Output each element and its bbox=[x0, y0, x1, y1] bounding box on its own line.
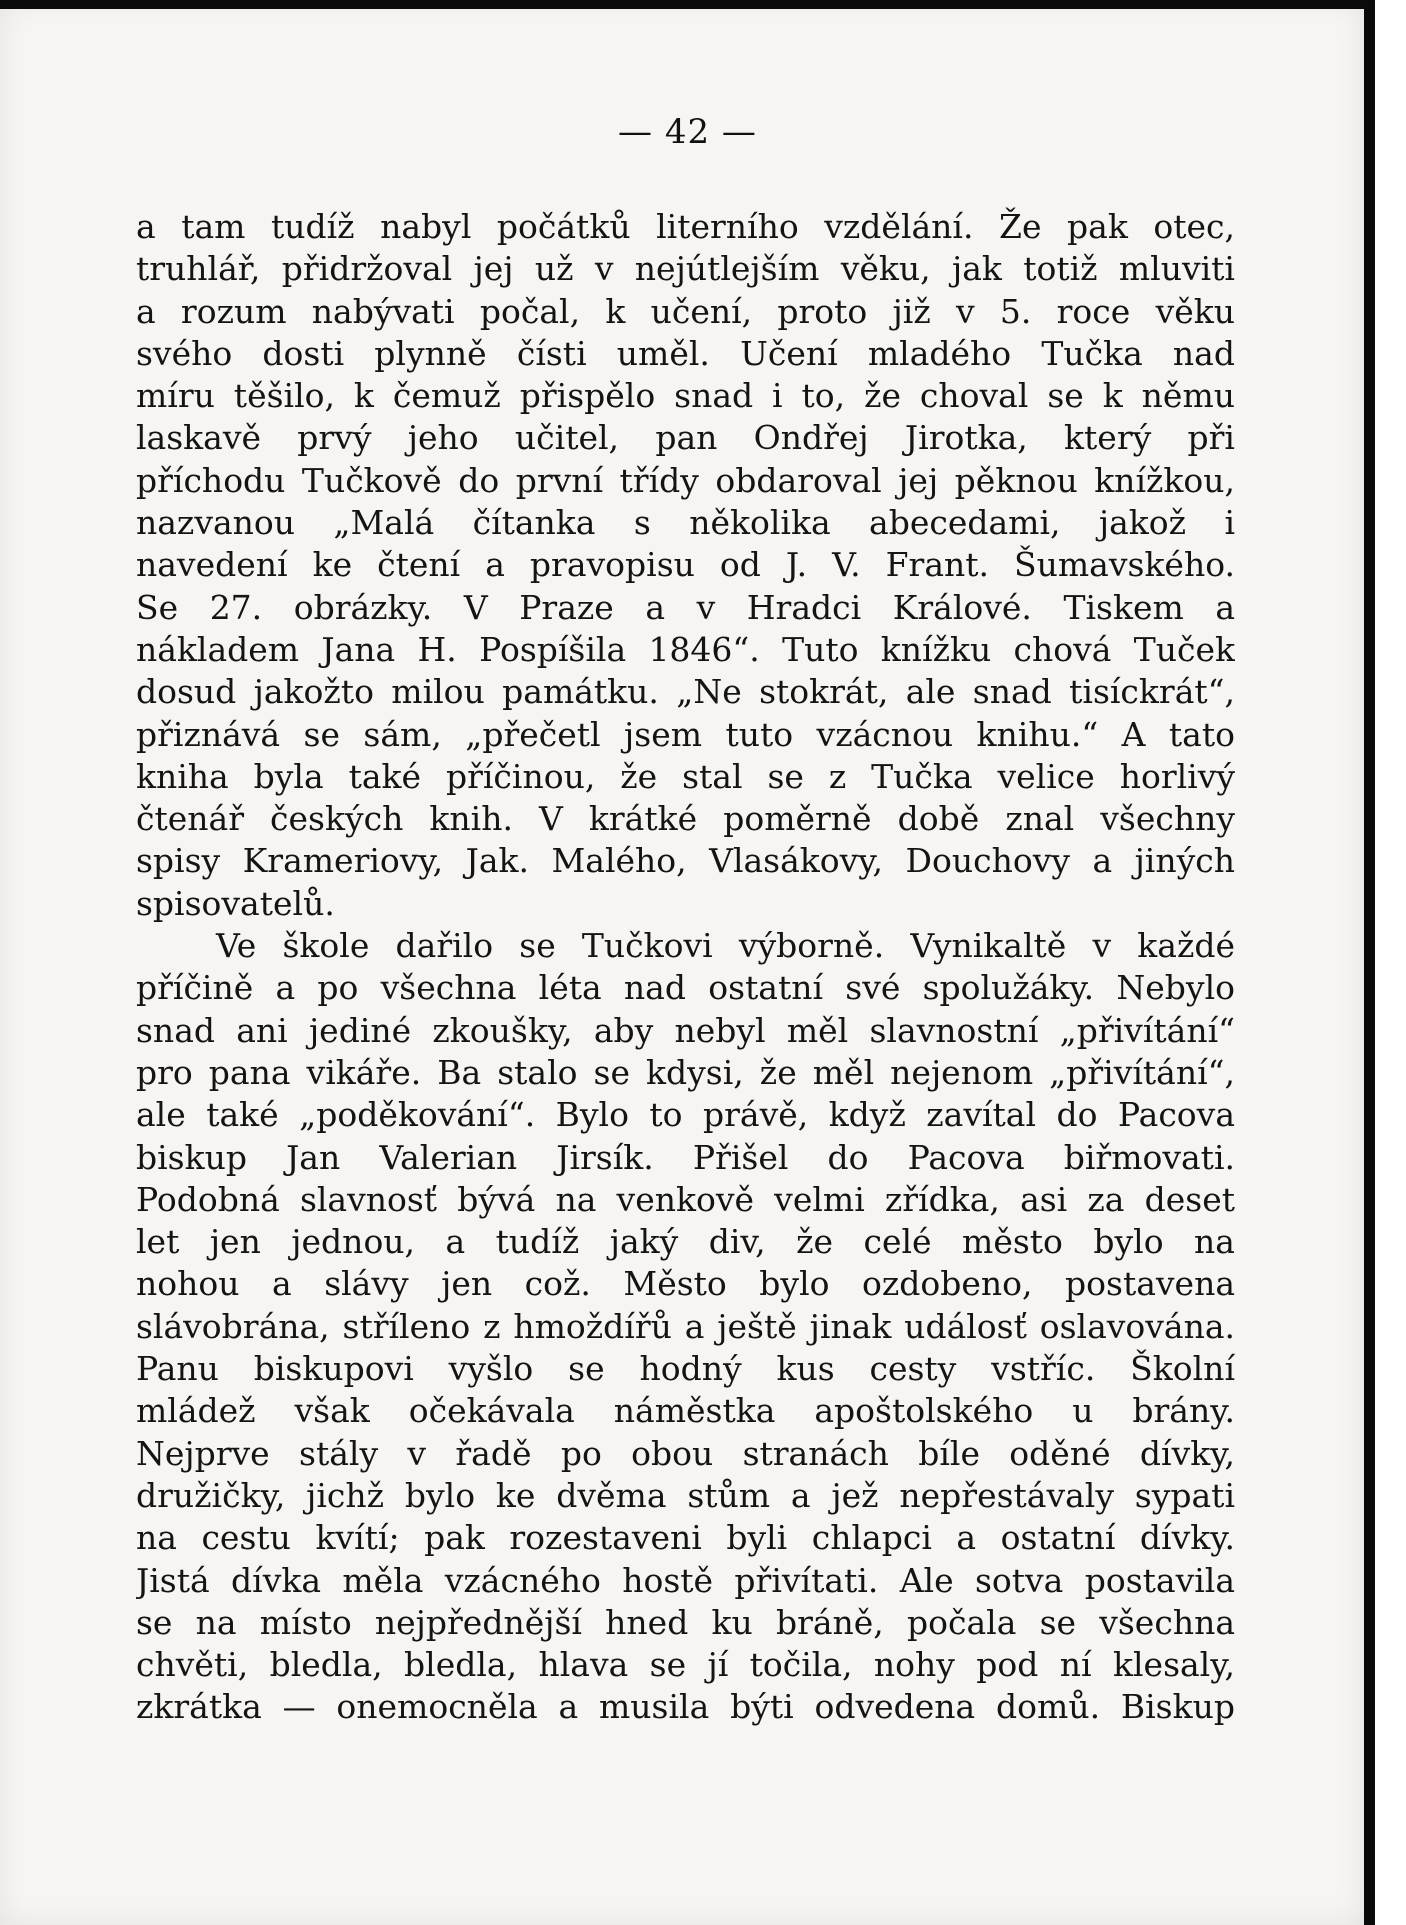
text-line: Jistá dívka měla vzácného hostě přivítati. Ale sotva postavila bbox=[136, 1560, 1235, 1600]
text-line: se na místo nejpřednější hned ku bráně, počala se všechna bbox=[136, 1602, 1235, 1642]
paragraph-start-line: Ve škole dařilo se Tučkovi výborně. Vynikaltě v každé bbox=[216, 926, 1235, 966]
text-line: a rozum nabývati počal, k učení, proto již v 5. roce věku bbox=[136, 291, 1235, 331]
text-line: let jen jednou, a tudíž jaký div, že celé město bylo na bbox=[136, 1222, 1235, 1262]
text-line: spisy Krameriovy, Jak. Malého, Vlasákovy, Douchovy a jiných bbox=[136, 841, 1235, 881]
page-number: — 42 — bbox=[618, 112, 757, 152]
text-line: přiznává se sám, „přečetl jsem tuto vzácnou knihu.“ A tato bbox=[136, 714, 1235, 754]
text-line: navedení ke čtení a pravopisu od J. V. Frant. Šumavského. bbox=[136, 545, 1235, 585]
text-line: příchodu Tučkově do první třídy obdaroval jej pěknou knížkou, bbox=[136, 460, 1235, 500]
text-line: truhlář, přidržoval jej už v nejútlejším věku, jak totiž mluviti bbox=[136, 249, 1235, 289]
text-line: nazvanou „Malá čítanka s několika abecedami, jakož i bbox=[136, 503, 1235, 543]
paragraph-end-line: spisovatelů. bbox=[136, 883, 335, 923]
text-line: Podobná slavnosť bývá na venkově velmi zřídka, asi za deset bbox=[136, 1179, 1235, 1219]
text-line: příčině a po všechna léta nad ostatní své spolužáky. Nebylo bbox=[136, 968, 1235, 1008]
text-line: nákladem Jana H. Pospíšila 1846“. Tuto knížku chová Tuček bbox=[136, 629, 1235, 669]
text-line: Nejprve stály v řadě po obou stranách bíle oděné dívky, bbox=[136, 1433, 1235, 1473]
text-line: snad ani jediné zkoušky, aby nebyl měl slavnostní „přivítání“ bbox=[136, 1010, 1235, 1050]
text-line: nohou a slávy jen což. Město bylo ozdobeno, postavena bbox=[136, 1264, 1235, 1304]
text-line: kniha byla také příčinou, že stal se z Tučka velice horlivý bbox=[136, 756, 1235, 796]
text-line: čtenář českých knih. V krátké poměrně době znal všechny bbox=[136, 799, 1235, 839]
text-line: Panu biskupovi vyšlo se hodný kus cesty vstříc. Školní bbox=[136, 1349, 1235, 1389]
text-line: na cestu kvítí; pak rozestaveni byli chlapci a ostatní dívky. bbox=[136, 1518, 1235, 1558]
text-line: slávobrána, stříleno z hmoždířů a ještě jinak událosť oslavována. bbox=[136, 1306, 1235, 1346]
body-text bbox=[136, 206, 1235, 1729]
text-line: ale také „poděkování“. Bylo to právě, když zavítal do Pacova bbox=[136, 1095, 1235, 1135]
text-line: mládež však očekávala náměstka apoštolského u brány. bbox=[136, 1391, 1235, 1431]
text-line: míru těšilo, k čemuž přispělo snad i to, že choval se k němu bbox=[136, 376, 1235, 416]
text-line: Se 27. obrázky. V Praze a v Hradci Králové. Tiskem a bbox=[136, 587, 1235, 627]
text-line: pro pana vikáře. Ba stalo se kdysi, že měl nejenom „přivítání“, bbox=[136, 1052, 1235, 1092]
text-line: chvěti, bledla, bledla, hlava se jí točila, nohy pod ní klesaly, bbox=[136, 1645, 1235, 1685]
text-line: zkrátka — onemocněla a musila býti odvedena domů. Biskup bbox=[136, 1687, 1235, 1727]
text-line: družičky, jichž bylo ke dvěma stům a jež nepřestávaly sypati bbox=[136, 1475, 1235, 1515]
text-line: dosud jakožto milou památku. „Ne stokrát, ale snad tisíckrát“, bbox=[136, 672, 1235, 712]
text-line: laskavě prvý jeho učitel, pan Ondřej Jirotka, který při bbox=[136, 418, 1235, 458]
scan-right-border bbox=[1364, 0, 1375, 1925]
text-line: biskup Jan Valerian Jirsík. Přišel do Pacova biřmovati. bbox=[136, 1137, 1235, 1177]
text-line: svého dosti plynně čísti uměl. Učení mladého Tučka nad bbox=[136, 333, 1235, 373]
text-line: a tam tudíž nabyl počátků literního vzdělání. Že pak otec, bbox=[136, 207, 1235, 246]
scan-top-border bbox=[0, 0, 1372, 9]
